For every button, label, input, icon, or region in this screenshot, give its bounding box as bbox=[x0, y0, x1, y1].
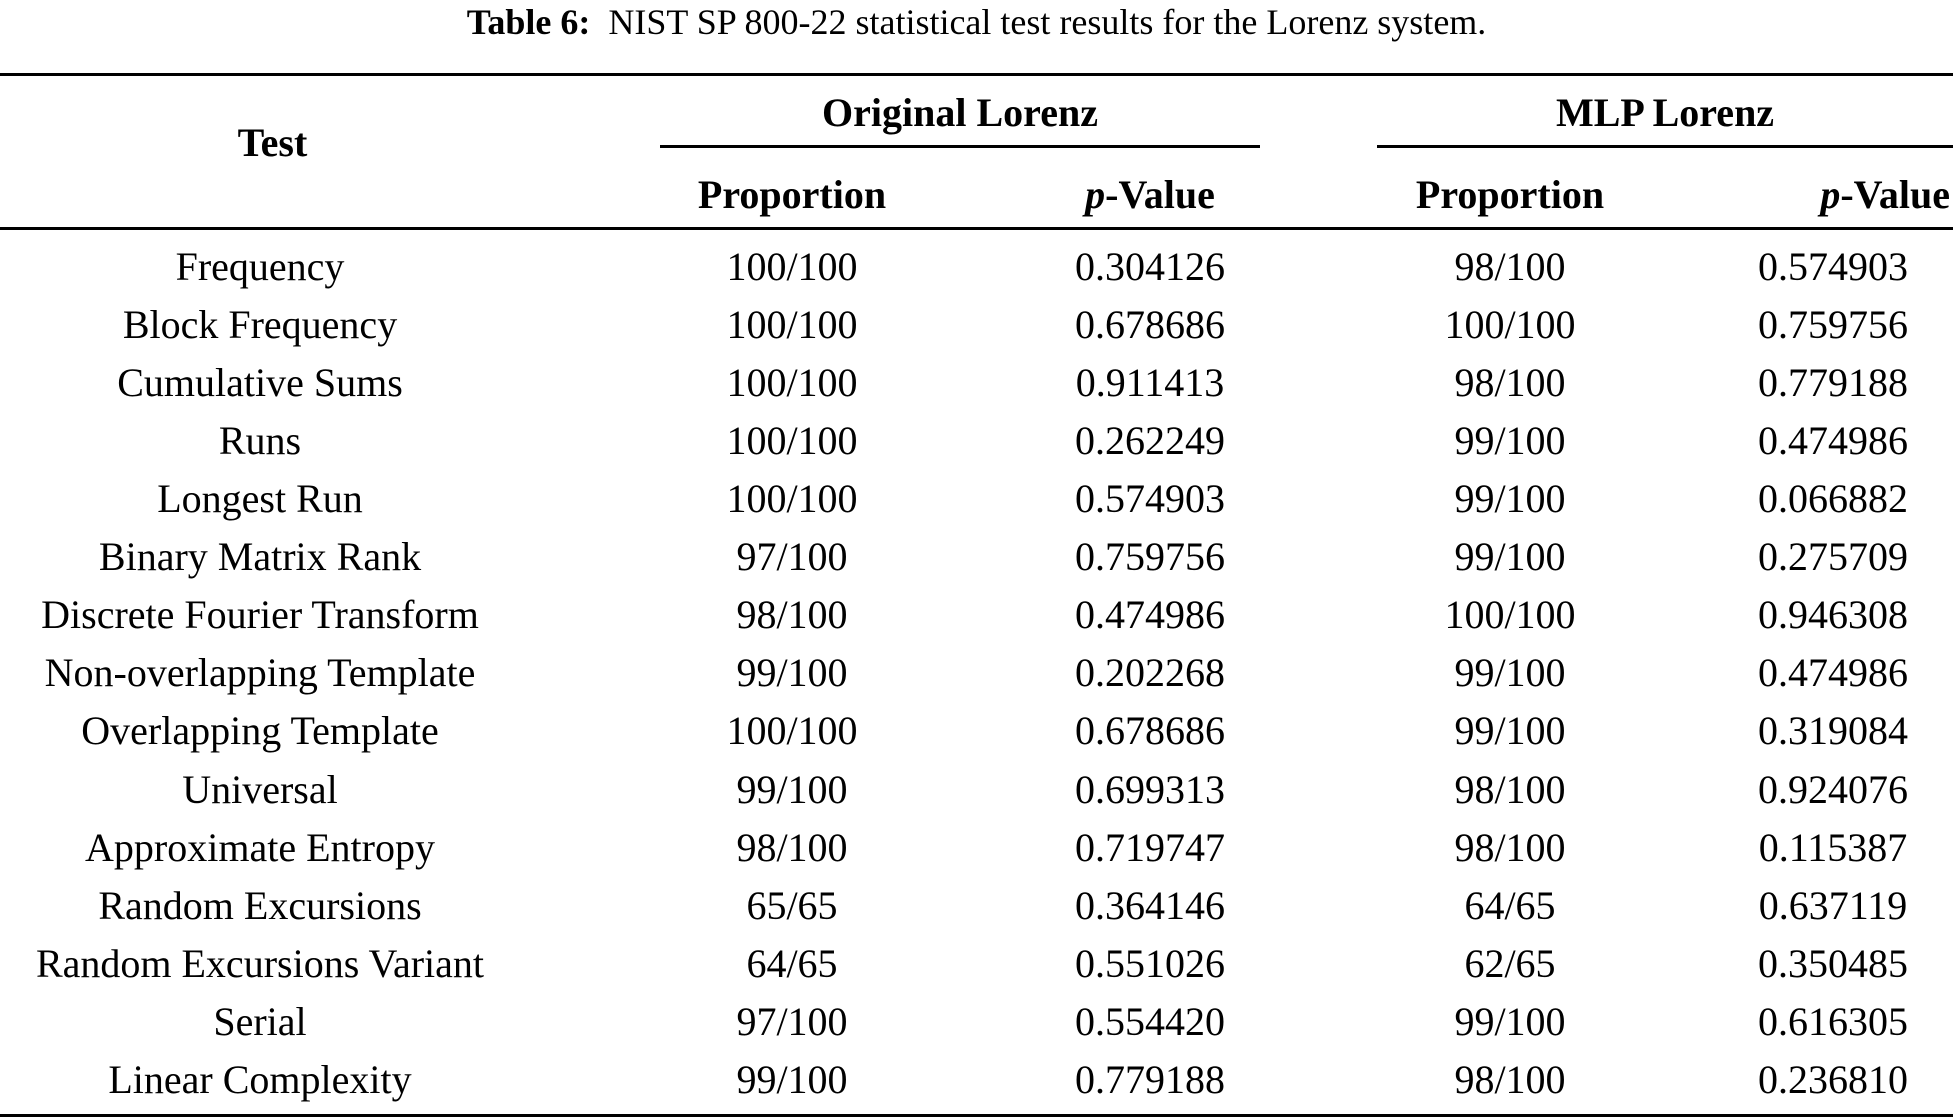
cell-mlp-pvalue: 0.115387 bbox=[1758, 825, 1908, 870]
cell-original-pvalue: 0.719747 bbox=[1075, 825, 1225, 870]
cell-test: Random Excursions Variant bbox=[35, 941, 485, 986]
cell-mlp-pvalue: 0.474986 bbox=[1758, 418, 1908, 463]
cell-mlp-proportion: 98/100 bbox=[1454, 767, 1566, 812]
cell-mlp-proportion: 99/100 bbox=[1454, 476, 1566, 521]
cell-test: Linear Complexity bbox=[108, 1057, 412, 1102]
cell-test: Frequency bbox=[175, 244, 345, 289]
cell-original-proportion: 99/100 bbox=[736, 650, 848, 695]
table-caption-label: Table 6: bbox=[466, 2, 591, 42]
header-mlp-proportion: Proportion bbox=[1415, 172, 1605, 217]
cell-test: Universal bbox=[182, 767, 338, 812]
cell-mlp-proportion: 99/100 bbox=[1454, 708, 1566, 753]
top-rule bbox=[0, 73, 1953, 76]
cell-original-pvalue: 0.779188 bbox=[1075, 1057, 1225, 1102]
cell-mlp-pvalue: 0.236810 bbox=[1758, 1057, 1908, 1102]
cell-mlp-pvalue: 0.946308 bbox=[1758, 592, 1908, 637]
cell-test: Block Frequency bbox=[122, 302, 398, 347]
cell-mlp-pvalue: 0.574903 bbox=[1758, 244, 1908, 289]
cell-test: Longest Run bbox=[157, 476, 363, 521]
pvalue-suffix: -Value bbox=[1105, 172, 1215, 217]
header-original-proportion: Proportion bbox=[697, 172, 887, 217]
cell-original-proportion: 100/100 bbox=[726, 302, 858, 347]
cell-mlp-proportion: 98/100 bbox=[1454, 360, 1566, 405]
header-mlp-pvalue bbox=[1718, 170, 1950, 220]
cell-mlp-proportion: 99/100 bbox=[1454, 650, 1566, 695]
mlp-group-rule bbox=[1377, 145, 1953, 148]
cell-original-pvalue: 0.551026 bbox=[1075, 941, 1225, 986]
header-test: Test bbox=[237, 120, 308, 165]
cell-mlp-proportion: 99/100 bbox=[1454, 418, 1566, 463]
cell-original-pvalue: 0.678686 bbox=[1075, 302, 1225, 347]
cell-original-pvalue: 0.554420 bbox=[1075, 999, 1225, 1044]
cell-mlp-pvalue: 0.319084 bbox=[1758, 708, 1908, 753]
cell-mlp-proportion: 98/100 bbox=[1454, 1057, 1566, 1102]
cell-original-proportion: 100/100 bbox=[726, 244, 858, 289]
cell-mlp-proportion: 62/65 bbox=[1464, 941, 1556, 986]
cell-original-pvalue: 0.304126 bbox=[1075, 244, 1225, 289]
cell-mlp-pvalue: 0.275709 bbox=[1758, 534, 1908, 579]
cell-original-pvalue: 0.364146 bbox=[1075, 883, 1225, 928]
cell-mlp-pvalue: 0.616305 bbox=[1758, 999, 1908, 1044]
cell-original-proportion: 99/100 bbox=[736, 1057, 848, 1102]
cell-original-proportion: 100/100 bbox=[726, 418, 858, 463]
cell-test: Approximate Entropy bbox=[85, 825, 435, 870]
cell-mlp-proportion: 100/100 bbox=[1444, 592, 1576, 637]
cell-test: Non-overlapping Template bbox=[44, 650, 476, 695]
cell-original-proportion: 100/100 bbox=[726, 476, 858, 521]
cell-mlp-pvalue: 0.474986 bbox=[1758, 650, 1908, 695]
cell-mlp-proportion: 100/100 bbox=[1444, 302, 1576, 347]
cell-original-pvalue: 0.678686 bbox=[1075, 708, 1225, 753]
bottom-rule bbox=[0, 1114, 1953, 1117]
cell-test: Cumulative Sums bbox=[117, 360, 403, 405]
cell-mlp-proportion: 99/100 bbox=[1454, 534, 1566, 579]
cell-original-pvalue: 0.262249 bbox=[1075, 418, 1225, 463]
header-original-lorenz: Original Lorenz bbox=[822, 90, 1098, 135]
cell-original-pvalue: 0.202268 bbox=[1075, 650, 1225, 695]
pvalue-italic-p: p bbox=[1085, 172, 1106, 217]
cell-test: Overlapping Template bbox=[81, 708, 439, 753]
cell-original-pvalue: 0.574903 bbox=[1075, 476, 1225, 521]
cell-mlp-pvalue: 0.779188 bbox=[1758, 360, 1908, 405]
cell-test: Serial bbox=[213, 999, 307, 1044]
cell-original-pvalue: 0.699313 bbox=[1075, 767, 1225, 812]
cell-test: Binary Matrix Rank bbox=[98, 534, 422, 579]
cell-test: Random Excursions bbox=[98, 883, 422, 928]
cell-original-proportion: 97/100 bbox=[736, 534, 848, 579]
cell-original-proportion: 99/100 bbox=[736, 767, 848, 812]
original-group-rule bbox=[660, 145, 1260, 148]
cell-original-pvalue: 0.911413 bbox=[1075, 360, 1225, 405]
table-caption bbox=[0, 0, 1953, 44]
cell-mlp-pvalue: 0.924076 bbox=[1758, 767, 1908, 812]
cell-mlp-proportion: 64/65 bbox=[1464, 883, 1556, 928]
header-bottom-rule bbox=[0, 227, 1953, 230]
cell-original-proportion: 100/100 bbox=[726, 708, 858, 753]
table-caption-text: NIST SP 800-22 statistical test results for the Lorenz system. bbox=[608, 2, 1487, 42]
cell-original-proportion: 64/65 bbox=[746, 941, 838, 986]
cell-mlp-pvalue: 0.066882 bbox=[1758, 476, 1908, 521]
header-mlp-lorenz: MLP Lorenz bbox=[1555, 90, 1775, 135]
cell-mlp-proportion: 99/100 bbox=[1454, 999, 1566, 1044]
cell-original-proportion: 100/100 bbox=[726, 360, 858, 405]
cell-original-proportion: 97/100 bbox=[736, 999, 848, 1044]
cell-original-pvalue: 0.474986 bbox=[1075, 592, 1225, 637]
pvalue-italic-p: p bbox=[1820, 172, 1841, 217]
cell-test: Runs bbox=[218, 418, 302, 463]
cell-mlp-pvalue: 0.637119 bbox=[1758, 883, 1908, 928]
cell-original-proportion: 98/100 bbox=[736, 592, 848, 637]
cell-mlp-proportion: 98/100 bbox=[1454, 244, 1566, 289]
cell-mlp-proportion: 98/100 bbox=[1454, 825, 1566, 870]
cell-test: Discrete Fourier Transform bbox=[41, 592, 479, 637]
cell-original-proportion: 98/100 bbox=[736, 825, 848, 870]
cell-original-proportion: 65/65 bbox=[746, 883, 838, 928]
cell-mlp-pvalue: 0.350485 bbox=[1758, 941, 1908, 986]
cell-original-pvalue: 0.759756 bbox=[1075, 534, 1225, 579]
pvalue-suffix: -Value bbox=[1840, 172, 1950, 217]
cell-mlp-pvalue: 0.759756 bbox=[1758, 302, 1908, 347]
header-original-pvalue bbox=[1000, 170, 1300, 220]
